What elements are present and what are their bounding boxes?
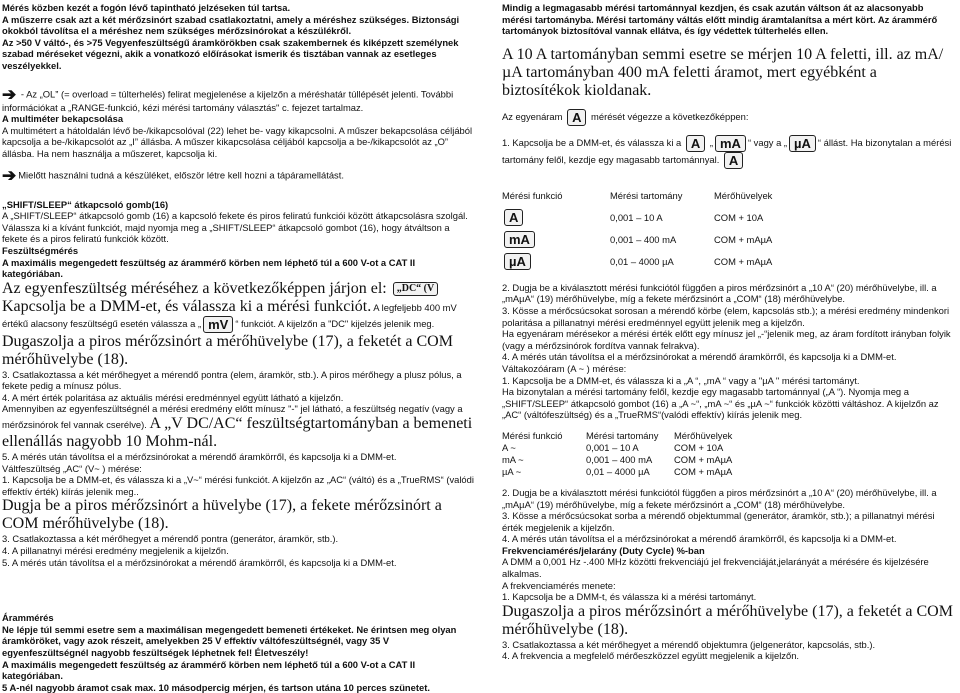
a-dc-symbol: A — [724, 152, 743, 169]
table-row — [502, 251, 772, 273]
table-cell: 0,001 – 10 A — [586, 442, 639, 454]
dc-current-negative: Ha egyenáram mérésekor a mérési érték előtt egy mínusz jel „-“jelenik meg, az áram fordított irányban folyik (vagy a mérőzsinórok fordítva vannak felrakva). — [502, 328, 951, 351]
frequency-step1: 1. Kapcsolja be a DMM-t, és válassza ki a mérési tartományt. — [502, 591, 757, 603]
ac-current-step3: 3. Kösse a mérőcsúcsokat sorba a mérendő objektummal (generátor, áramkör, stb.); a pillanatnyi mérési érték megjelenik a kijelzőn. — [502, 510, 935, 533]
ua-dc-symbol: µA — [789, 135, 816, 152]
frequency-step2: Dugaszolja a piros mérőzsinórt a mérőhüvelybe (17), a feketét a COM mérőhüvelybe (18). — [502, 602, 953, 638]
table-row — [502, 442, 732, 454]
table-cell: COM + mAµA — [714, 233, 773, 245]
table-cell: 0,01 – 4000 µA — [610, 255, 674, 267]
dc-current-table — [502, 185, 772, 273]
ac-step4: 4. A pillanatnyi mérési eredmény megjelenik a kijelzőn. — [2, 545, 229, 557]
dc-step2: Dugaszolja a piros mérőzsinórt a mérőhüvelybe (17), a feketét a COM mérőhüvelybe (18). — [2, 332, 453, 368]
ac-step5: 5. A mérés után távolítsa el a mérőzsinórokat a mérendő áramkörről, és kapcsolja ki a DMM-et. — [2, 556, 397, 568]
table-header-cell: Mérési tartomány — [586, 430, 659, 442]
current-max: A maximális megengedett feszültség az árammérő körben nem léphető túl a 600 V-ot a CAT II kategóriában. — [2, 658, 416, 682]
dc-current-step2: 2. Dugja be a kiválasztott mérési funkciótól függően a piros mérőzsinórt a „10 A“ (20) mérőhüvelybe, ill. a „mAµA“ (19) mérőhüvelybe, míg a fekete mérőzsinórt a „COM“ (18) mérőhüvelybe. — [502, 281, 937, 305]
voltage-title: Feszültségmérés — [2, 244, 79, 256]
ac-step3: 3. Csatlakoztassa a két mérőhegyet a mérendő pontra (generátor, áramkör, stb.). — [2, 533, 339, 545]
table-row — [502, 229, 772, 251]
table-row — [502, 466, 732, 478]
table-cell: 0,01 – 4000 µA — [586, 466, 650, 478]
left-column — [2, 2, 476, 693]
frequency-sub: A frekvenciamérés menete: — [502, 579, 616, 591]
a-dc-symbol: A — [504, 209, 523, 226]
ac-current-title: Váltakozóáram (A ~ ) mérése: — [502, 362, 627, 374]
ac-current-step4: 4. A mérés után távolítsa el a mérőzsinórokat a mérendő áramkörről, és kapcsolja ki a DMM-et. — [502, 533, 897, 545]
table-cell: COM + mAµA — [714, 255, 773, 267]
shift-text: A „SHIFT/SLEEP“ átkapcsoló gomb (16) a kapcsoló fekete és piros feliratú funkciói között átkapcsolásra szolgál. Válassza ki a kívánt funkciót, majd nyomja meg a „SHIFT/SLEEP“ átkapcsoló gombot (16), hogy átváltson a fekete és a piros feliratú funkciók között. — [2, 210, 468, 245]
power-on-text: A multimétert a hátoldalán lévő be-/kikapcsolóval (22) lehet be- vagy kikapcsolni. A műszer bekapcsolása céljából kapcsolja a be-/kikapcsolót az „I” állásba. A műszer kikapcsolása céljából kapcsolja a be-/kikapcsolót az „O” állásba. Ha nem használja a műszeret, kapcsolja ki. — [2, 124, 473, 159]
a-dc-symbol: A — [567, 109, 586, 126]
current-warning: Ne lépje túl semmi esetre sem a maximálisan megengedett bemeneti értékeket. Ne érintsen meg olyan áramköröket, vagy azok részeit, amelyekben 25 V effektív váltófeszültségnél, vagy 35 V egyenfeszültségnél nagyobb feszültségek léphetnek fel! Életveszély! — [2, 623, 457, 658]
dc-step3: 3. Csatlakoztassa a két mérőhegyet a mérendő pontra (elem, áramkör, stb.). A piros mérőhegy a plusz pólus, a fekete pedig a mínusz pólus. — [2, 368, 462, 392]
ma-dc-symbol: mA — [715, 135, 746, 152]
arrow-right-icon: ➔ — [2, 84, 17, 104]
table-header — [502, 185, 772, 207]
frequency-step3: 3. Csatlakoztassa a két mérőhegyet a mérendő objektumra (jelgenerátor, kapcsolás, stb.). — [502, 638, 876, 650]
table-cell: 0,001 – 400 mA — [610, 233, 677, 245]
table-cell: COM + 10A — [714, 211, 764, 223]
right-column — [502, 2, 956, 662]
frequency-title: Frekvenciamérés/jelarány (Duty Cycle) %-ban — [502, 544, 705, 556]
table-cell: 0,001 – 10 A — [610, 211, 663, 223]
table-cell: µA ~ — [502, 466, 522, 478]
current-limit: 5 A-nél nagyobb áramot csak max. 10 másodpercig mérjen, és tartson utána 10 perces szünetet. — [2, 681, 430, 693]
dc-step5: 5. A mérés után távolítsa el a mérőzsinórokat a mérendő áramkörről, és kapcsolja ki a DMM-et. — [2, 451, 397, 463]
table-cell: A ~ — [502, 442, 516, 454]
dc-current-step3: 3. Kösse a mérőcsúcsokat sorosan a mérendő körbe (elem, kapcsolás stb.); a mérési eredmény mindenkori polaritása a pillanatnyi mérési eredménnyel együtt jelenik meg a kijelzőn. — [502, 304, 950, 328]
ac-current-step2: 2. Dugja be a kiválasztott mérési funkciótól függően a piros mérőzsinórt a „10 A“ (20) mérőhüvelybe, ill. a „mAµA“ (19) mérőhüvelybe, míg a fekete mérőzsinórt a „COM“ (18) mérőhüvelybe. — [502, 486, 937, 510]
range-intro: Mindig a legmagasabb mérési tartománnyal kezdjen, és csak azután váltson át az alacsonyabb mérési tartományba. Mérési tartomány váltás előtt mindig áramtalanítsa a mért kört. Az árammérő tartományok biztosítóval vannak ellátva, és így védettek túlterhelés ellen. — [502, 2, 938, 37]
table-cell: COM + mAµA — [674, 466, 733, 478]
dc-voltage-symbol: „DC“ (V — [393, 282, 439, 296]
mv-symbol: mV — [203, 316, 233, 333]
voltage-max: A maximális megengedett feszültség az árammérő körben nem léphető túl a 600 V-ot a CAT II kategóriában. — [2, 256, 416, 280]
dc-step1: Kapcsolja be a DMM-et, és válassza ki a mérési funkciót. A legfeljebb 400 mV — [2, 297, 457, 315]
warning-leads: A műszerre csak azt a két mérőzsinórt szabad csatlakoztatni, amely a méréshez szükséges. Biztonsági okokból távolítsa el a méréshez nem szükséges mérőzsinórokat a készülékről. — [2, 13, 460, 37]
frequency-step4: 4. A frekvencia a megfelelő mérőeszközzel együtt megjelenik a kijelzőn. — [502, 650, 800, 662]
arrow-right-icon: ➔ — [2, 165, 17, 185]
ac-current-table — [502, 430, 732, 478]
dc-voltage-intro: Az egyenfeszültség méréséhez a következőképpen járjon el: „DC“ (V — [2, 280, 476, 298]
frequency-text: A DMM a 0,001 Hz -.400 MHz közötti frekvenciájú jel frekvenciáját,jelarányát a mérésére és kijelzésére alkalmas. — [502, 556, 929, 580]
current-title: Árammérés — [2, 612, 54, 624]
table-row — [502, 454, 732, 466]
table-cell: COM + mAµA — [674, 454, 733, 466]
table-header — [502, 430, 732, 442]
warning-voltage: Az >50 V váltó-, és >75 Vegyenfeszültségű áramkörökben csak szakembernek és kiképzett személynek szabad méréseket végezni, akik a vonatkozó előírásokat ismerik és tisztában vannak az esetleges veszélyekkel. — [2, 36, 459, 71]
dc-current-step1: 1. Kapcsolja be a DMM-et, és válassza ki a A „ mA “ vagy a „ µA “ állást. Ha bizonytalan a mérési tartomány felől, kezdje egy magasabb tartománnyal. A — [502, 135, 952, 168]
table-header-cell: Mérőhüvelyek — [674, 430, 733, 442]
table-header-cell: Mérőhüvelyek — [714, 189, 773, 201]
a-dc-symbol: A — [686, 135, 705, 152]
table-cell: mA ~ — [502, 454, 524, 466]
ac-current-step1b: Ha bizonytalan a mérési tartomány felől, kezdje egy magasabb tartománnyal („A “). Nyomja meg a „SHIFT/SLEEP“ átkapcsoló gombot (16) a „A ~“, „mA ~“ és „µA ~“ funkciók közötti váltáshoz. A kijelzőn az „AC“ (váltófeszültség) és a „TrueRMS“(valódi effektív) kiírás jelenik meg. — [502, 386, 939, 421]
dc-step4: 4. A mért érték polaritása az aktuális mérési eredménnyel együtt látható a kijelzőn. — [2, 391, 344, 403]
table-header-cell: Mérési funkció — [502, 189, 563, 201]
range-warning: A 10 A tartományban semmi esetre se mérjen 10 A feletti, ill. az mA/µA tartományban 400 mA feletti áramot, mert egyébként a biztosítékok kioldanak. — [502, 45, 944, 99]
dc-current-intro: Az egyenáram A mérését végezze a következőképpen: — [502, 109, 749, 125]
ma-dc-symbol: mA — [504, 231, 535, 248]
table-header-cell: Mérési tartomány — [610, 189, 683, 201]
ac-voltage-title: Váltfeszültség „AC“ (V~ ) mérése: — [2, 462, 142, 474]
table-row — [502, 207, 772, 229]
ua-dc-symbol: µA — [504, 253, 531, 270]
ac-step1: 1. Kapcsolja be a DMM-et, és válassza ki a „V~“ mérési funkciót. A kijelzőn az „AC“ (váltó) és a „TrueRMS“ (valódi effektív érték) kiírás jelenik meg.. — [2, 474, 474, 497]
power-on-title: A multiméter bekapcsolása — [2, 113, 124, 125]
dc-current-step4: 4. A mérés után távolítsa el a mérőzsinórokat a mérendő áramkörről, és kapcsolja ki a DMM-et. — [502, 351, 897, 363]
ac-step2: Dugja be a piros mérőzsinórt a hüvelybe (17), a fekete mérőzsinórt a COM mérőhüvelybe (18). — [2, 497, 442, 533]
dc-step1b: értékű alacsony feszültségű esetén válassza a „ mV “ funkciót. A kijelzőn a "DC" kijelzés jelenik meg. — [2, 316, 435, 332]
table-cell: 0,001 – 400 mA — [586, 454, 653, 466]
overload-note: ➔ - Az „OL” (= overload = túlterhelés) felirat megjelenése a kijelzőn a méréshatár túllépését jelenti. További információkat a „RANGE-funkció, kézi mérési tartomány választás" c. fejezet tartalmaz. — [2, 84, 454, 113]
before-use-note: ➔ Mielőtt használni tudná a készüléket, először létre kell hozni a tápáramellátást. — [2, 165, 344, 185]
warning-hold-clamp: Mérés közben kezét a fogón lévő tapintható jelzéseken túl tartsa. — [2, 2, 291, 13]
ac-current-step1: 1. Kapcsolja be a DMM-et, és válassza ki a „A “, „mA “ vagy a "µA " mérési tartományt. — [502, 374, 860, 386]
shift-title: „SHIFT/SLEEP“ átkapcsoló gomb(16) — [2, 198, 169, 210]
dc-minus-note: Amennyiben az egyenfeszültségnél a mérési eredmény előtt mínusz "-" jel látható, a feszültség negatív (vagy a mérőzsinórok fel vannak cserélve). A „V DC/AC“ feszültségtartományban a bemeneti ellenállás nagyobb 10 Mohm-nál. — [2, 403, 473, 451]
table-header-cell: Mérési funkció — [502, 430, 563, 442]
table-cell: COM + 10A — [674, 442, 724, 454]
